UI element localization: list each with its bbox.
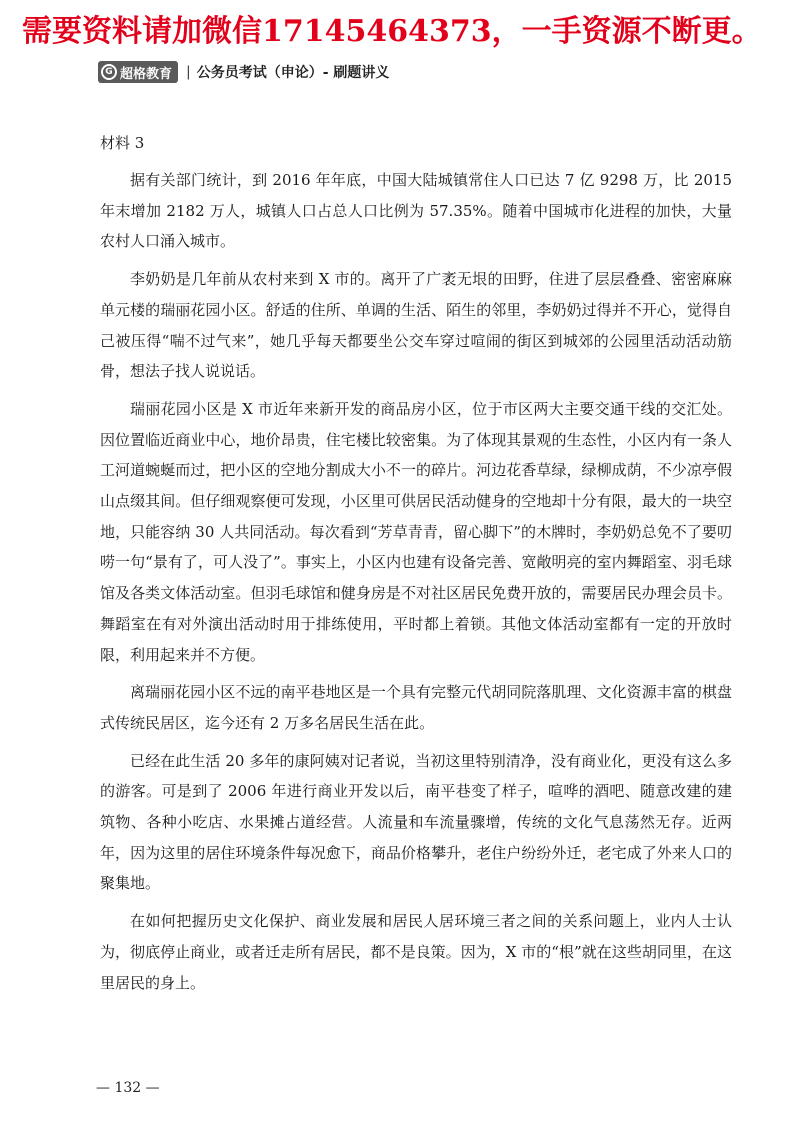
watermark-banner: 需要资料请加微信17145464373，一手资源不断更。 (22, 14, 762, 49)
page-header (98, 60, 389, 84)
logo-text: 超格教育 (120, 66, 173, 82)
publisher-logo (98, 61, 178, 83)
header-title: 公务员考试（申论）- 刷题讲义 (196, 65, 390, 81)
paragraph-3: 瑞丽花园小区是 X 市近年来新开发的商品房小区，位于市区两大主要交通干线的交汇处。因位置临近商业中心，地价昂贵，住宅楼比较密集。为了体现其景观的生态性，小区内有一条人工河道蜿蜒而过，把小区的空地分割成大小不一的碎片。河边花香草绿，绿柳成荫，不少凉亭假山点缀其间。但仔细观察便可发现，小区里可供居民活动健身的空地却十分有限，最大的一块空地，只能容纳 30 人共同活动。每次看到“芳草青青，留心脚下”的木牌时，李奶奶总免不了要叨唠一句“景有了，可人没了”。事实上，小区内也建有设备完善、宽敞明亮的室内舞蹈室、羽毛球馆及各类文体活动室。但羽毛球馆和健身房是不对社区居民免费开放的，需要居民办理会员卡。舞蹈室在有对外演出活动时用于排练使用，平时都上着锁。其他文体活动室都有一定的开放时限，利用起来并不方便。 (100, 399, 732, 664)
logo-g-icon: G (101, 64, 117, 80)
material-title: 材料 3 (100, 134, 145, 152)
header-separator: | (186, 64, 191, 80)
paragraph-4: 离瑞丽花园小区不远的南平巷地区是一个具有完整元代胡同院落肌理、文化资源丰富的棋盘式传统民居区，迄今还有 2 万多名居民生活在此。 (100, 683, 732, 732)
paragraph-2: 李奶奶是几年前从农村来到 X 市的。离开了广袤无垠的田野，住进了层层叠叠、密密麻麻单元楼的瑞丽花园小区。舒适的住所、单调的生活、陌生的邻里，李奶奶过得并不开心，觉得自己被压得“喘不过气来”，她几乎每天都要坐公交车穿过喧闹的街区到城郊的公园里活动活动筋骨，想法子找人说说话。 (100, 270, 732, 381)
paragraph-1: 据有关部门统计，到 2016 年年底，中国大陆城镇常住人口已达 7 亿 9298 万，比 2015 年末增加 2182 万人，城镇人口占总人口比例为 57.35%。随着中国城市化进程的加快，大量农村人口涌入城市。 (100, 171, 732, 251)
page-number: — 132 — (96, 1080, 160, 1096)
paragraph-5: 已经在此生活 20 多年的康阿姨对记者说，当初这里特别清净，没有商业化，更没有这么多的游客。可是到了 2006 年进行商业开发以后，南平巷变了样子，喧哗的酒吧、随意改建的建筑物、各种小吃店、水果摊占道经营。人流量和车流量骤增，传统的文化气息荡然无存。近两年，因为这里的居住环境条件每况愈下，商品价格攀升，老住户纷纷外迁，老宅成了外来人口的聚集地。 (100, 751, 732, 893)
paragraph-6: 在如何把握历史文化保护、商业发展和居民人居环境三者之间的关系问题上，业内人士认为，彻底停止商业，或者迁走所有居民，都不是良策。因为，X 市的“根”就在这些胡同里，在这里居民的身上。 (100, 912, 732, 992)
main-content (100, 132, 732, 1005)
